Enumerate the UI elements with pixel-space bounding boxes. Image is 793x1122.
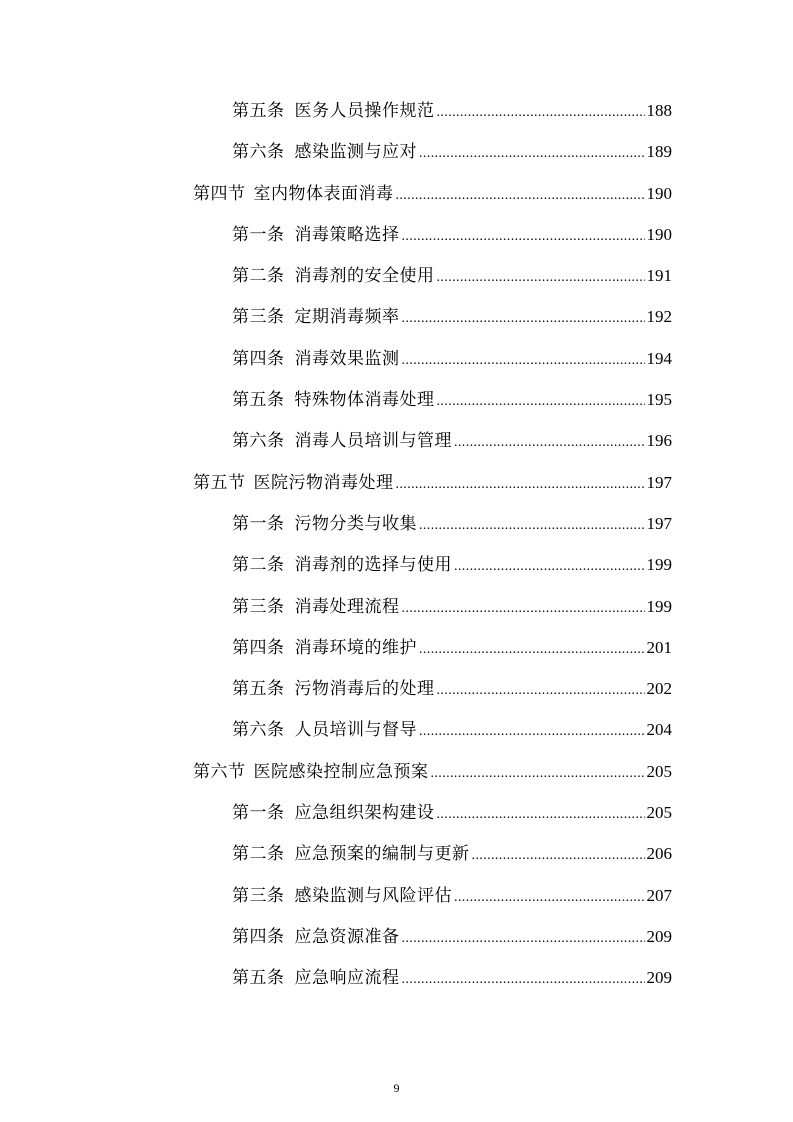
toc-article-entry[interactable]	[0, 916, 793, 957]
toc-dot-leader	[396, 464, 645, 505]
toc-entry-label: 第一条	[232, 803, 285, 824]
toc-entry-page-number: 199	[646, 596, 672, 616]
toc-entry-title: 感染监测与应对	[294, 142, 417, 163]
toc-entry-label: 第三条	[232, 307, 285, 328]
toc-entry-page-number: 195	[646, 390, 672, 410]
toc-entry-line	[232, 792, 672, 835]
toc-article-entry[interactable]	[0, 875, 793, 916]
toc-entry-title: 医院污物消毒处理	[253, 472, 394, 493]
toc-dot-leader	[437, 794, 645, 835]
toc-dot-leader	[419, 629, 645, 670]
toc-article-entry[interactable]	[0, 792, 793, 833]
toc-section-entry[interactable]	[0, 173, 793, 214]
toc-entry-title: 应急预案的编制与更新	[294, 844, 470, 865]
toc-entry-page-number: 197	[646, 472, 672, 492]
toc-entry-label: 第六条	[232, 431, 285, 452]
toc-entry-title: 消毒剂的选择与使用	[294, 555, 452, 576]
toc-entry-label: 第二条	[232, 266, 285, 287]
toc-dot-leader	[402, 298, 645, 339]
toc-dot-leader	[419, 133, 645, 174]
toc-dot-leader	[402, 588, 645, 629]
toc-dot-leader	[437, 670, 645, 711]
toc-entry-line	[232, 131, 672, 174]
toc-section-entry[interactable]	[0, 462, 793, 503]
toc-entry-page-number: 192	[646, 307, 672, 327]
toc-entry-label: 第五节	[193, 472, 246, 493]
toc-article-entry[interactable]	[0, 131, 793, 172]
toc-entry-title: 污物分类与收集	[294, 513, 417, 534]
toc-section-entry[interactable]	[0, 751, 793, 792]
toc-dot-leader	[454, 422, 645, 463]
toc-entry-label: 第四条	[232, 637, 285, 658]
toc-entry-label: 第一条	[232, 513, 285, 534]
toc-dot-leader	[402, 216, 645, 257]
toc-entry-label: 第一条	[232, 224, 285, 245]
toc-entry-page-number: 190	[646, 183, 672, 203]
toc-entry-title: 特殊物体消毒处理	[294, 390, 435, 411]
toc-entry-title: 应急响应流程	[294, 968, 400, 989]
toc-dot-leader	[437, 92, 645, 133]
toc-article-entry[interactable]	[0, 957, 793, 998]
toc-article-entry[interactable]	[0, 544, 793, 585]
toc-entry-line	[232, 255, 672, 298]
toc-dot-leader	[454, 546, 645, 587]
toc-article-entry[interactable]	[0, 255, 793, 296]
toc-entry-page-number: 209	[646, 926, 672, 946]
toc-dot-leader	[437, 257, 645, 298]
toc-entry-page-number: 206	[646, 844, 672, 864]
toc-article-entry[interactable]	[0, 586, 793, 627]
toc-entry-title: 消毒剂的安全使用	[294, 266, 435, 287]
toc-entry-label: 第五条	[232, 101, 285, 121]
toc-entry-page-number: 205	[646, 803, 672, 823]
toc-article-entry[interactable]	[0, 420, 793, 461]
toc-article-entry[interactable]	[0, 833, 793, 874]
toc-entry-page-number: 204	[646, 720, 672, 740]
toc-article-entry[interactable]	[0, 503, 793, 544]
toc-dot-leader	[402, 959, 645, 1000]
toc-article-entry[interactable]	[0, 296, 793, 337]
toc-article-entry[interactable]	[0, 214, 793, 255]
toc-entry-title: 医院感染控制应急预案	[253, 761, 429, 782]
toc-entry-label: 第四条	[232, 348, 285, 369]
toc-entry-label: 第六节	[193, 761, 246, 782]
toc-entry-title: 消毒人员培训与管理	[294, 431, 452, 452]
toc-dot-leader	[454, 877, 645, 918]
toc-entry-page-number: 189	[646, 142, 672, 162]
toc-entry-title: 消毒处理流程	[294, 596, 400, 617]
toc-entry-page-number: 194	[646, 348, 672, 368]
page-number: 9	[393, 1081, 400, 1095]
toc-dot-leader	[419, 505, 645, 546]
toc-entry-line	[193, 751, 672, 794]
toc-entry-line	[232, 586, 672, 629]
toc-dot-leader	[396, 175, 645, 216]
toc-article-entry[interactable]	[0, 627, 793, 668]
toc-entry-title: 应急资源准备	[294, 926, 400, 947]
toc-entry-page-number: 201	[646, 637, 672, 657]
toc-article-entry[interactable]	[0, 90, 793, 131]
toc-article-entry[interactable]	[0, 668, 793, 709]
toc-entry-line	[232, 875, 672, 918]
toc-entry-title: 消毒策略选择	[294, 224, 400, 245]
toc-entry-line	[232, 544, 672, 587]
toc-entry-title: 污物消毒后的处理	[294, 679, 435, 700]
toc-entry-line	[193, 173, 672, 216]
toc-entry-page-number: 188	[646, 101, 672, 120]
toc-entry-label: 第三条	[232, 596, 285, 617]
toc-article-entry[interactable]	[0, 338, 793, 379]
toc-entry-line	[193, 462, 672, 505]
toc-entry-line	[232, 379, 672, 422]
toc-entry-line	[232, 214, 672, 257]
toc-entry-label: 第五条	[232, 679, 285, 700]
toc-entry-line	[232, 627, 672, 670]
toc-dot-leader	[437, 381, 645, 422]
toc-entry-page-number: 190	[646, 224, 672, 244]
toc-entry-page-number: 202	[646, 679, 672, 699]
toc-entry-title: 应急组织架构建设	[294, 803, 435, 824]
toc-dot-leader	[431, 753, 645, 794]
toc-entry-line	[232, 338, 672, 381]
toc-entry-line	[232, 668, 672, 711]
toc-entry-title: 消毒环境的维护	[294, 637, 417, 658]
toc-dot-leader	[472, 835, 645, 876]
toc-entry-label: 第五条	[232, 968, 285, 989]
toc-entry-line	[232, 916, 672, 959]
toc-dot-leader	[402, 340, 645, 381]
toc-entry-label: 第二条	[232, 844, 285, 865]
toc-entry-page-number: 207	[646, 885, 672, 905]
toc-entry-page-number: 205	[646, 761, 672, 781]
toc-entry-line	[232, 296, 672, 339]
toc-dot-leader	[402, 918, 645, 959]
toc-entry-title: 室内物体表面消毒	[253, 183, 394, 204]
toc-entry-page-number: 191	[646, 266, 672, 286]
toc-entry-title: 感染监测与风险评估	[294, 885, 452, 906]
toc-entry-title: 消毒效果监测	[294, 348, 400, 369]
toc-article-entry[interactable]	[0, 709, 793, 750]
toc-dot-leader	[419, 711, 645, 752]
toc-entry-line	[232, 957, 672, 1000]
toc-entry-label: 第五条	[232, 390, 285, 411]
toc-entry-line	[232, 420, 672, 463]
toc-entry-line	[232, 709, 672, 752]
toc-entry-label: 第四节	[193, 183, 246, 204]
toc-entry-title: 人员培训与督导	[294, 720, 417, 741]
toc-entry-page-number: 197	[646, 513, 672, 533]
toc-entry-label: 第三条	[232, 885, 285, 906]
toc-entry-label: 第六条	[232, 720, 285, 741]
toc-entry-label: 第六条	[232, 142, 285, 163]
toc-entry-line	[232, 503, 672, 546]
toc-entry-label: 第四条	[232, 926, 285, 947]
toc-entry-line	[232, 90, 672, 133]
toc-entry-title: 定期消毒频率	[294, 307, 400, 328]
table-of-contents	[0, 90, 793, 999]
toc-entry-label: 第二条	[232, 555, 285, 576]
toc-entry-page-number: 199	[646, 555, 672, 575]
toc-entry-page-number: 209	[646, 968, 672, 988]
toc-entry-title: 医务人员操作规范	[294, 101, 435, 121]
toc-article-entry[interactable]	[0, 379, 793, 420]
toc-entry-line	[232, 833, 672, 876]
toc-entry-page-number: 196	[646, 431, 672, 451]
